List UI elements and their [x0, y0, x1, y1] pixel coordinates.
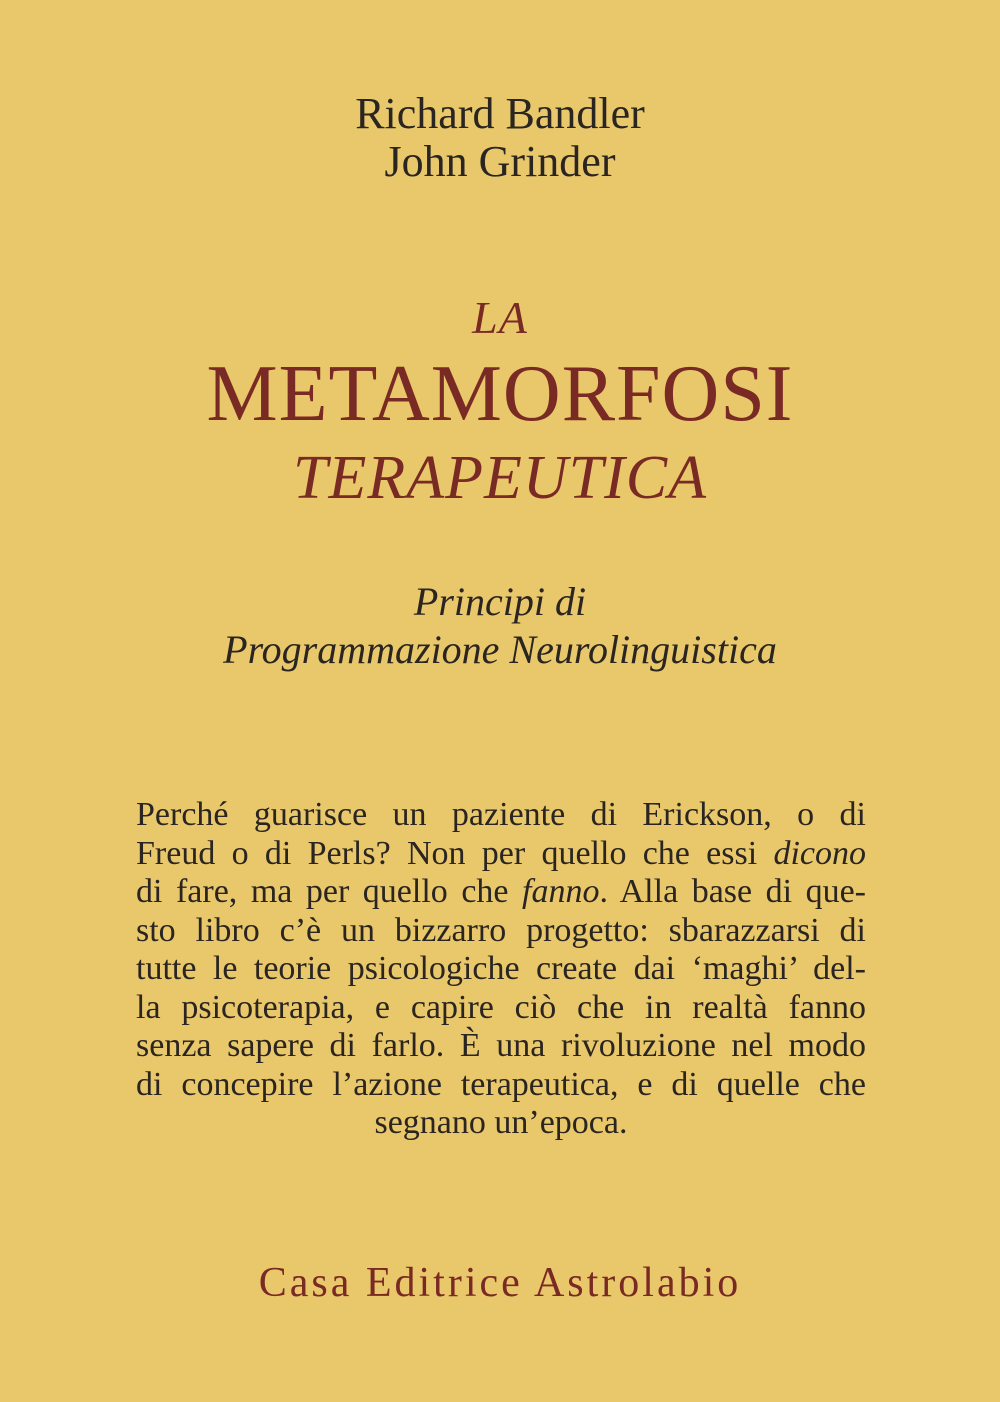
publisher-name: Casa Editrice Astrolabio — [258, 1260, 742, 1306]
blurb-text: di fare, ma per quello che — [136, 873, 523, 910]
blurb-line: senza sapere di farlo. È una rivoluzione nel modo — [136, 1027, 866, 1064]
back-blurb — [136, 796, 866, 1143]
blurb-text: . Alla base di que- — [599, 873, 867, 910]
author-name: Richard Bandler — [355, 89, 645, 138]
blurb-emphasis: dicono — [773, 834, 866, 872]
title-line-main: METAMORFOSI — [206, 350, 794, 438]
subtitle-line: Programmazione Neurolinguistica — [223, 627, 777, 672]
title-line-sub: TERAPEUTICA — [293, 444, 707, 512]
blurb-emphasis: fanno — [522, 873, 600, 910]
blurb-line — [136, 873, 866, 912]
blurb-line: di concepire l’azione terapeutica, e di quelle che — [136, 1065, 866, 1103]
author-name: John Grinder — [384, 137, 616, 186]
blurb-text: Freud o di Perls? Non per quello che essi — [136, 834, 774, 872]
book-title — [0, 290, 1000, 516]
blurb-line: sto libro c’è un bizzarro progetto: sbarazzarsi di — [136, 911, 866, 949]
book-subtitle — [0, 578, 1000, 674]
blurb-line: segnano un’epoca. — [374, 1104, 628, 1141]
blurb-line: Perché guarisce un paziente di Erickson, o di — [136, 796, 866, 833]
blurb-line: la psicoterapia, e capire ciò che in realtà fanno — [136, 988, 866, 1026]
blurb-line — [136, 835, 866, 874]
blurb-line: tutte le teorie psicologiche create dai ‘maghi’ del- — [136, 950, 866, 987]
subtitle-line: Principi di — [413, 579, 587, 624]
title-line-la: LA — [472, 292, 528, 343]
authors — [0, 90, 1000, 186]
